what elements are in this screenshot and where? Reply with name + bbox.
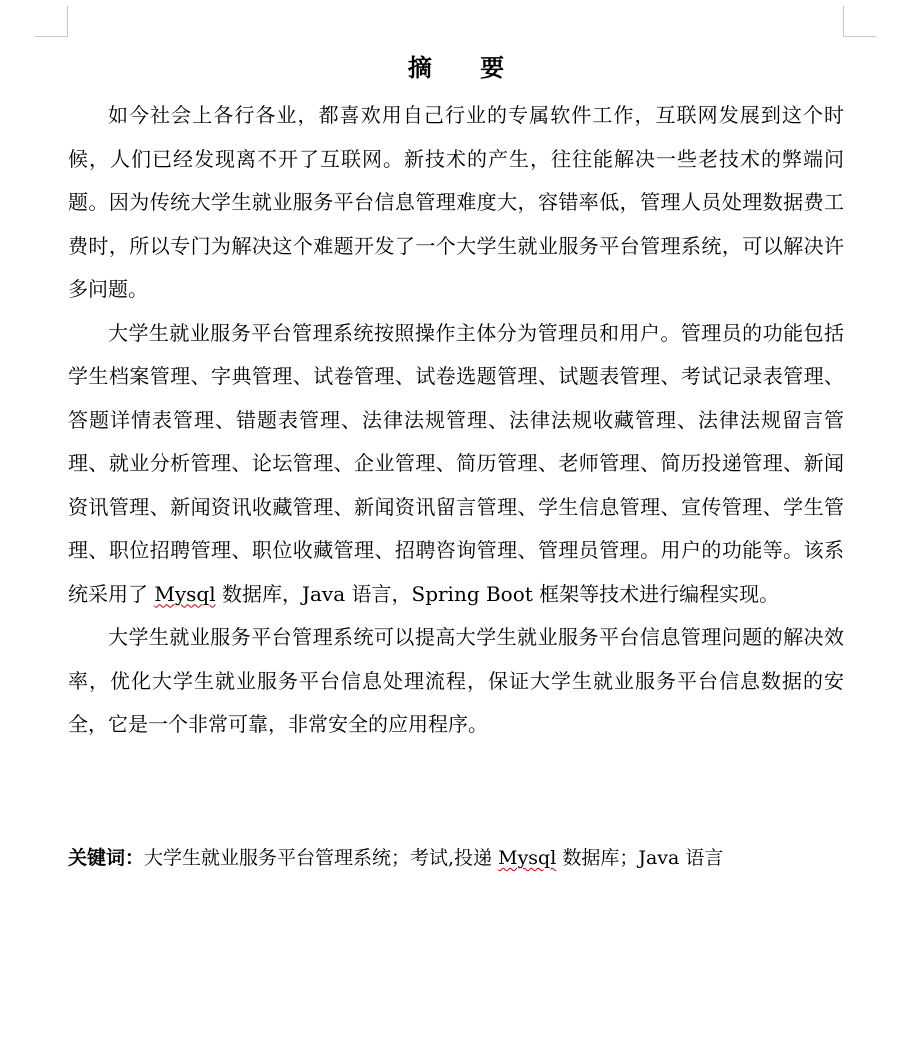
keywords-text-b: 数据库；Java 语言 — [556, 847, 724, 869]
abstract-paragraph-1: 如今社会上各行各业，都喜欢用自己行业的专属软件工作，互联网发展到这个时候，人们已经发现离不开了互联网。新技术的产生，往往能解决一些老技术的弊端问题。因为传统大学生就业服务平台信息管理难度大，容错率低，管理人员处理数据费工费时，所以专门为解决这个难题开发了一个大学生就业服务平台管理系统，可以解决许多问题。 — [68, 103, 844, 301]
page-corner-mark-top-left — [35, 6, 68, 37]
paragraph-2-text-b: 数据库，Java 语言，Spring Boot 框架等技术进行编程实现。 — [215, 581, 780, 606]
abstract-title: 摘 要 — [407, 53, 525, 82]
keywords-line — [68, 837, 844, 881]
keywords-spellcheck-mysql: Mysql — [498, 847, 557, 869]
abstract-paragraph-2 — [68, 312, 844, 617]
page-corner-mark-top-right — [843, 6, 876, 37]
keywords-text-a: 大学生就业服务平台管理系统；考试,投递 — [144, 847, 499, 869]
abstract-body — [68, 94, 844, 747]
keywords-label: 关键词： — [68, 847, 145, 869]
abstract-paragraph-3: 大学生就业服务平台管理系统可以提高大学生就业服务平台信息管理问题的解决效率，优化大学生就业服务平台信息处理流程，保证大学生就业服务平台信息数据的安全，它是一个非常可靠，非常安全的应用程序。 — [68, 625, 844, 736]
spellcheck-word-mysql: Mysql — [154, 581, 216, 606]
paragraph-2-text-a: 大学生就业服务平台管理系统按照操作主体分为管理员和用户。管理员的功能包括学生档案管理、字典管理、试卷管理、试卷选题管理、试题表管理、考试记录表管理、答题详情表管理、错题表管理、法律法规管理、法律法规收藏管理、法律法规留言管理、就业分析管理、论坛管理、企业管理、简历管理、老师管理、简历投递管理、新闻资讯管理、新闻资讯收藏管理、新闻资讯留言管理、学生信息管理、宣传管理、学生管理、职位招聘管理、职位收藏管理、招聘咨询管理、管理员管理。用户的功能等。该系统采用了 — [68, 320, 844, 606]
